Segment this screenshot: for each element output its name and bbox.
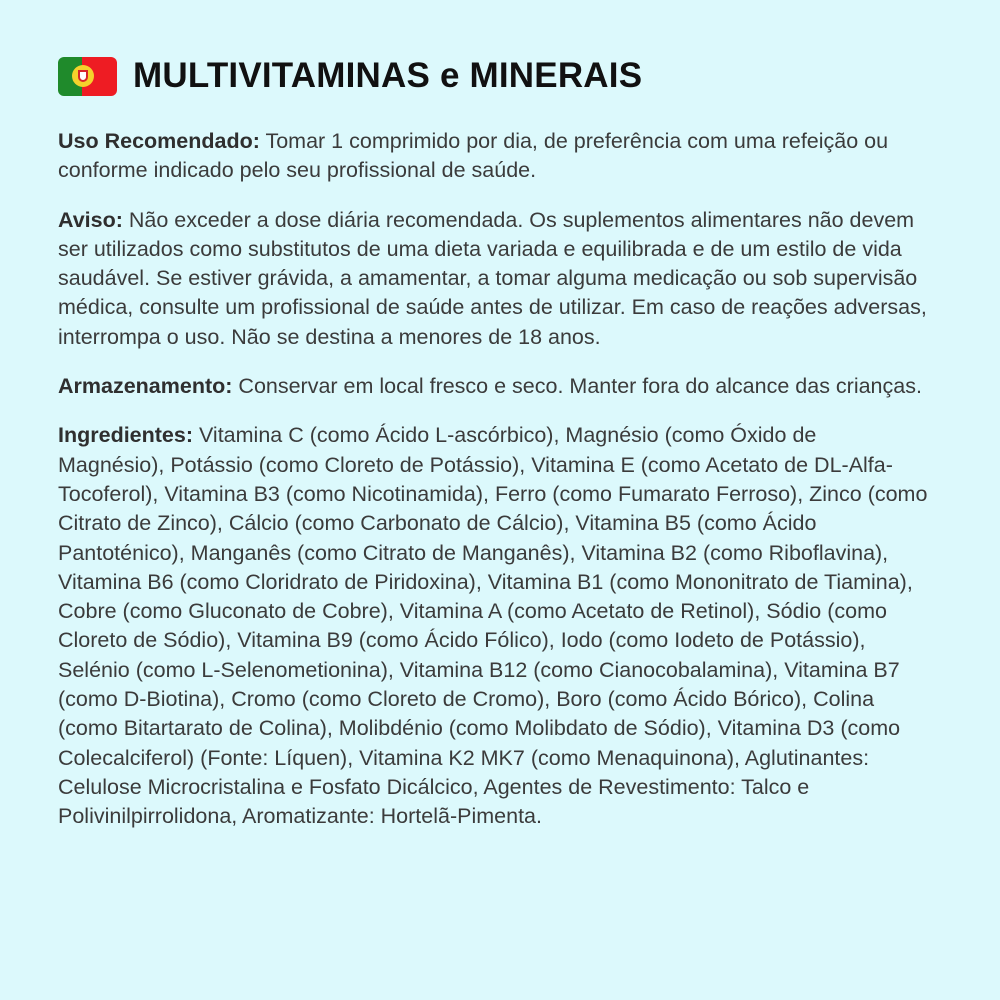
section-label: Aviso: xyxy=(58,207,123,232)
header xyxy=(58,56,642,96)
portugal-flag-icon xyxy=(58,57,117,96)
page-title: MULTIVITAMINAS e MINERAIS xyxy=(133,56,643,95)
section-storage xyxy=(58,372,928,401)
section-text: Conservar em local fresco e seco. Manter fora do alcance das crianças. xyxy=(232,374,922,399)
section-warning xyxy=(58,206,928,352)
section-label: Ingredientes: xyxy=(58,423,193,448)
section-text: Vitamina C (como Ácido L-ascórbico), Magnésio (como Óxido de Magnésio), Potássio (como Cloreto de Potássio), Vitamina E (como Acetato de DL-Alfa-Tocoferol), Vitamina B3 (como Nicotinamida), Ferro (como Fumarato Ferroso), Zinco (como Citrato de Zinco), Cálcio (como Carbonato de Cálcio), Vitamina B5 (como Ácido Pantoténico), Manganês (como Citrato de Manganês), Vitamina B2 (como Riboflavina), Vitamina B6 (como Cloridrato de Piridoxina), Vitamina B1 (como Mononitrato de Tiamina), Cobre (como Gluconato de Cobre), Vitamina A (como Acetato de Retinol), Sódio (como Cloreto de Sódio), Vitamina B9 (como Ácido Fólico), Iodo (como Iodeto de Potássio), Selénio (como L-Selenometionina), Vitamina B12 (como Cianocobalamina), Vitamina B7 (como D-Biotina), Cromo (como Cloreto de Cromo), Boro (como Ácido Bórico), Colina (como Bitartarato de Colina), Molibdénio (como Molibdato de Sódio), Vitamina D3 (como Colecalciferol) (Fonte: Líquen), Vitamina K2 MK7 (como Menaquinona), Aglutinantes: Celulose Microcristalina e Fosfato Dicálcico, Agentes de Revestimento: Talco e Polivinilpirrolidona, Aromatizante: Hortelã-Pimenta. xyxy=(58,423,928,829)
section-label: Uso Recomendado: xyxy=(58,129,260,153)
section-usage xyxy=(58,127,928,186)
section-text: Não exceder a dose diária recomendada. Os suplementos alimentares não devem ser utilizados como substitutos de uma dieta variada e equilibrada e de um estilo de vida saudável. Se estiver grávida, a amamentar, a tomar alguma medicação ou sob supervisão médica, consulte um profissional de saúde antes de utilizar. Em caso de reações adversas, interrompa o uso. Não se destina a menores de 18 anos. xyxy=(58,207,927,349)
section-ingredients xyxy=(58,421,928,831)
label-content xyxy=(58,127,928,852)
section-label: Armazenamento: xyxy=(58,374,233,399)
section-text: Tomar 1 comprimido por dia, de preferência com uma refeição ou conforme indicado pelo seu profissional de saúde. xyxy=(58,129,889,183)
flag-emblem-icon xyxy=(72,65,94,87)
